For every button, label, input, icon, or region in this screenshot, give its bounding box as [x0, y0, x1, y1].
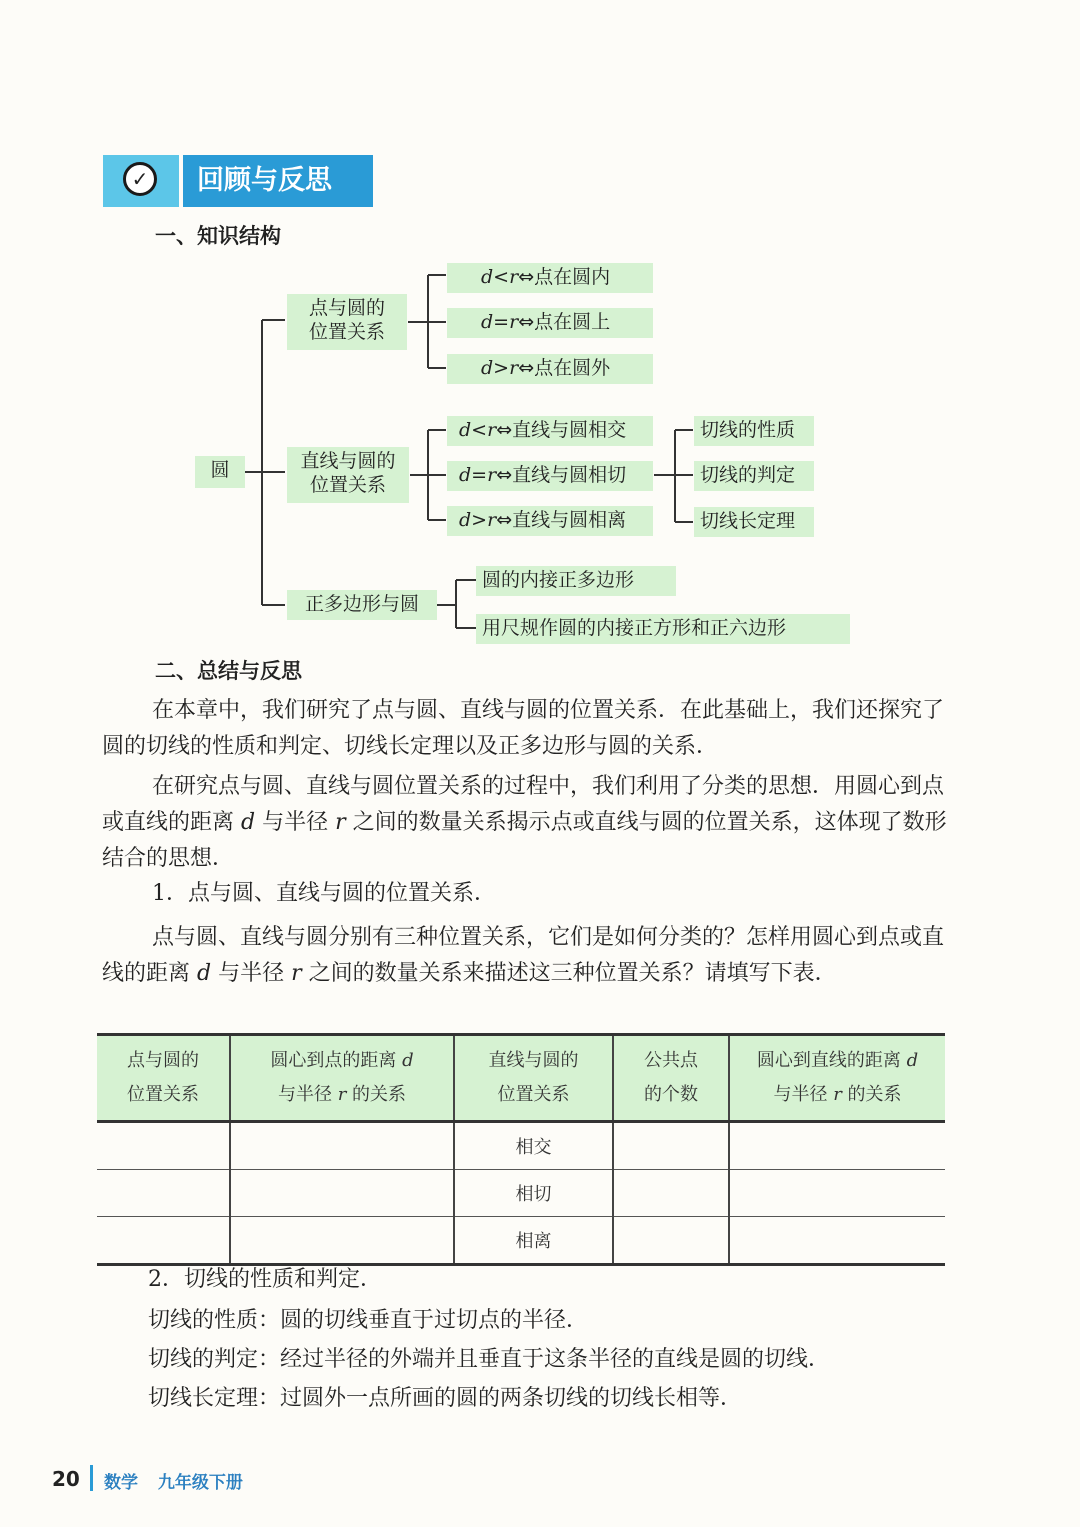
tree-node-line-label-2: 位置关系: [309, 474, 386, 496]
table-row: [97, 1217, 945, 1265]
op: >: [471, 509, 488, 531]
section-banner-title: 回顾与反思: [183, 155, 373, 207]
tree-leaf-line-tangent: [447, 461, 653, 491]
var-d: d: [481, 357, 494, 379]
leaf-text: ⇔点在圆内: [518, 266, 611, 288]
table-cell-blank[interactable]: [97, 1217, 230, 1265]
text-part: 与半径: [255, 810, 336, 835]
var-r: r: [291, 961, 302, 986]
header-line: 位置关系: [127, 1084, 199, 1105]
header-line: 圆心到直线的距离: [756, 1050, 907, 1071]
tree-leaf-point-outside: [447, 354, 653, 384]
op: >: [493, 357, 510, 379]
text-part: 之间的数量关系来描述这三种位置关系？请填写下表．: [301, 961, 837, 986]
var-r: r: [487, 464, 497, 486]
tree-node-line-label-1: 直线与圆的: [300, 450, 396, 472]
tree-leaf-point-inside: [447, 263, 653, 293]
paragraph-tangent-criterion: 切线的判定：经过半径的外端并且垂直于这条半径的直线是圆的切线．: [148, 1347, 831, 1372]
leaf-text: ⇔直线与圆相离: [496, 509, 627, 531]
position-relation-table: [97, 1033, 945, 1266]
table-cell-blank[interactable]: [97, 1170, 230, 1217]
tree-leaf-tangent-property: 切线的性质: [694, 416, 814, 446]
op: <: [493, 266, 510, 288]
tree-leaf-construct-square-hexagon: 用尺规作圆的内接正方形和正六边形: [476, 614, 850, 644]
text-part: 在研究点与圆、直线与圆位置关系的过程中，我们利用了分类的思想．用圆心到点或直线的距离: [102, 774, 945, 835]
paragraph-intro: 在本章中，我们研究了点与圆、直线与圆的位置关系．在此基础上，我们还探究了圆的切线的性质和判定、切线长定理以及正多边形与圆的关系．: [102, 698, 945, 759]
table-cell-relation: 相离: [454, 1217, 613, 1265]
var-d: d: [459, 509, 472, 531]
header-line: 点与圆的: [127, 1050, 199, 1071]
table-cell-blank[interactable]: [729, 1122, 945, 1170]
var-r: r: [833, 1084, 842, 1105]
paragraph-item-1: 1．点与圆、直线与圆的位置关系．: [152, 881, 496, 906]
var-d: d: [906, 1050, 919, 1071]
tree-root-circle: 圆: [195, 456, 245, 488]
header-line: 圆心到点的距离: [270, 1050, 403, 1071]
var-r: r: [337, 1084, 347, 1105]
leaf-text: ⇔直线与圆相交: [496, 419, 627, 441]
section-heading-knowledge: 一、知识结构: [155, 224, 281, 248]
page-number: 20: [52, 1467, 80, 1491]
footer-divider: [90, 1465, 93, 1491]
table-cell-relation: 相交: [454, 1122, 613, 1170]
tree-leaf-tangent-criterion: 切线的判定: [694, 461, 814, 491]
var-d: d: [481, 266, 494, 288]
var-r: r: [487, 509, 497, 531]
table-header-line-distance: [729, 1035, 945, 1122]
tree-leaf-inscribed-polygon: 圆的内接正多边形: [476, 566, 676, 596]
tree-node-polygon-circle: 正多边形与圆: [287, 590, 437, 620]
table-cell-relation: 相切: [454, 1170, 613, 1217]
table-header-row: [97, 1035, 945, 1122]
paragraph-method: [102, 769, 952, 877]
table-cell-blank[interactable]: [97, 1122, 230, 1170]
table-header-point-distance: [230, 1035, 454, 1122]
tree-node-point-label-2: 位置关系: [308, 321, 385, 343]
table-cell-blank[interactable]: [729, 1217, 945, 1265]
footer-grade: 九年级下册: [157, 1473, 243, 1493]
header-line: 的关系: [346, 1084, 407, 1105]
var-r: r: [509, 266, 519, 288]
tree-node-line-circle: [287, 447, 409, 503]
tree-node-point-label-1: 点与圆的: [308, 297, 385, 319]
header-line: 与半径: [773, 1084, 834, 1105]
paragraph-tangent-property: 切线的性质：圆的切线垂直于过切点的半径．: [148, 1308, 589, 1333]
text-part: 之间的数量关系揭示点或直线与圆的位置关系，这体现了数形结合的思想．: [102, 810, 947, 871]
header-line: 的关系: [841, 1084, 902, 1105]
tree-leaf-tangent-length-theorem: 切线长定理: [694, 507, 814, 537]
table-row: [97, 1170, 945, 1217]
footer-book-title: [104, 1468, 243, 1493]
table-cell-blank[interactable]: [613, 1217, 729, 1265]
text-part: 点与圆、直线与圆分别有三种位置关系，它们是如何分类的？怎样用圆心到点或直线的距离: [102, 925, 945, 986]
var-d: d: [241, 810, 256, 835]
review-icon: ✓: [123, 162, 157, 196]
var-d: d: [459, 419, 472, 441]
table-cell-blank[interactable]: [230, 1217, 454, 1265]
paragraph-item-2-title: 2．切线的性质和判定．: [148, 1267, 382, 1292]
var-d: d: [481, 311, 494, 333]
table-row: [97, 1122, 945, 1170]
var-d: d: [459, 464, 472, 486]
var-r: r: [335, 810, 346, 835]
op: <: [471, 419, 488, 441]
header-line: 与半径: [277, 1084, 338, 1105]
text-part: 与半径: [211, 961, 292, 986]
leaf-text: ⇔点在圆外: [518, 357, 611, 379]
table-cell-blank[interactable]: [613, 1122, 729, 1170]
paragraph-question: [102, 920, 952, 992]
var-r: r: [509, 311, 519, 333]
section-heading-summary: 二、总结与反思: [155, 659, 302, 683]
tree-node-point-circle: [287, 294, 407, 350]
var-d: d: [197, 961, 212, 986]
header-line: 公共点: [644, 1050, 698, 1071]
tree-leaf-line-intersect: [447, 416, 653, 446]
tree-leaf-line-separate: [447, 506, 653, 536]
var-d: d: [402, 1050, 414, 1071]
leaf-text: ⇔点在圆上: [518, 311, 611, 333]
op: =: [493, 311, 510, 333]
table-header-common-points: [613, 1035, 729, 1122]
table-cell-blank[interactable]: [230, 1122, 454, 1170]
var-r: r: [509, 357, 519, 379]
tree-leaf-point-on: [447, 308, 653, 338]
table-header-line-relation: [454, 1035, 613, 1122]
table-cell-blank[interactable]: [613, 1170, 729, 1217]
table-header-point-relation: [97, 1035, 230, 1122]
footer-subject: 数学: [104, 1473, 138, 1493]
var-r: r: [487, 419, 497, 441]
header-line: 位置关系: [497, 1084, 570, 1105]
header-line: 直线与圆的: [488, 1050, 579, 1071]
op: =: [471, 464, 488, 486]
paragraph-tangent-length-theorem: 切线长定理：过圆外一点所画的圆的两条切线的切线长相等．: [148, 1386, 743, 1411]
header-line: 的个数: [644, 1084, 698, 1105]
table-cell-blank[interactable]: [729, 1170, 945, 1217]
table-cell-blank[interactable]: [230, 1170, 454, 1217]
leaf-text: ⇔直线与圆相切: [496, 464, 627, 486]
